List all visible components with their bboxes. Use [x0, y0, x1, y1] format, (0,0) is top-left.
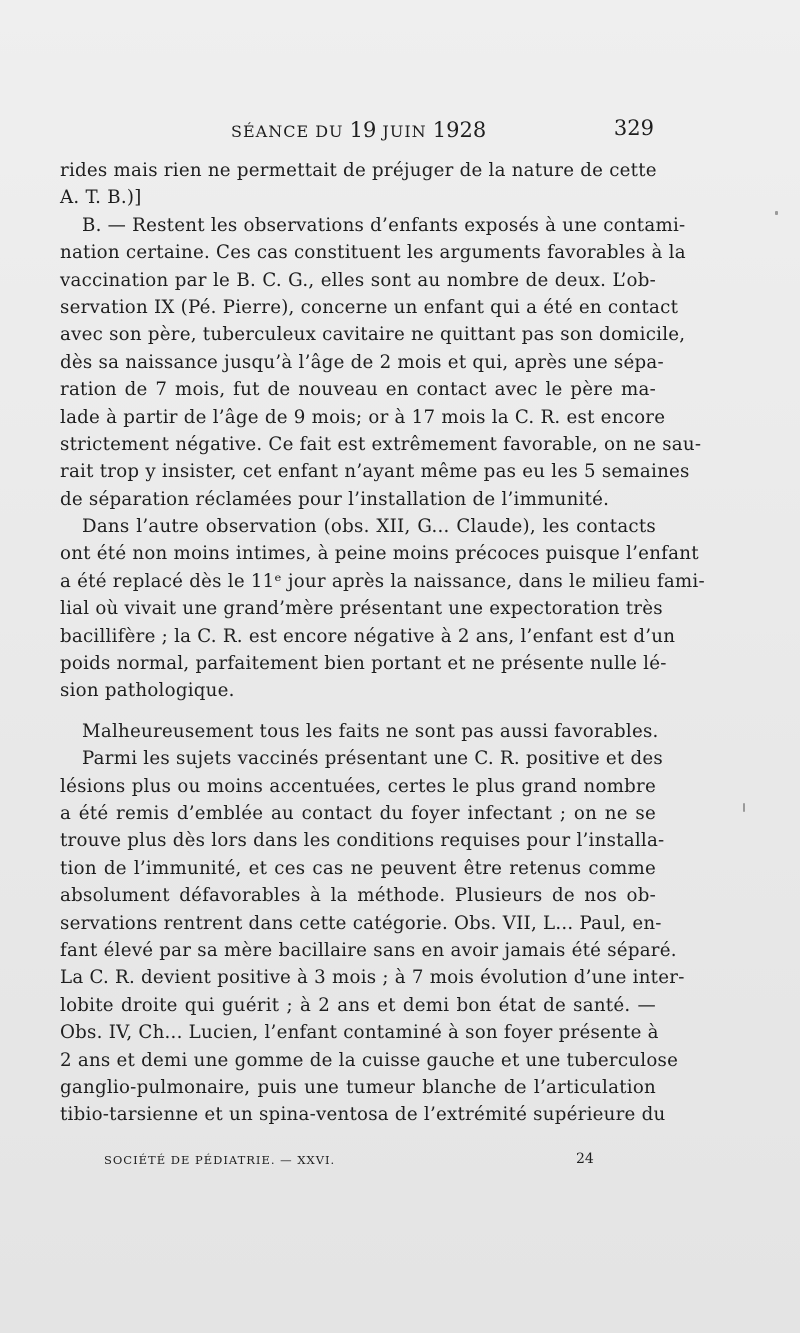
text-line: absolument défavorables à la méthode. Plusieurs de nos ob- — [60, 885, 656, 907]
text-line: trouve plus dès lors dans les conditions requises pour l’installa- — [60, 830, 665, 852]
text-line: ont été non moins intimes, à peine moins précoces puisque l’enfant — [60, 543, 699, 565]
text-line: Dans l’autre observation (obs. XII, G... Claude), les contacts — [82, 516, 656, 538]
text-line: servation IX (Pé. Pierre), concerne un enfant qui a été en contact — [60, 296, 679, 318]
page-footer — [104, 1150, 604, 1172]
text-line: bacillifère ; la C. R. est encore négative à 2 ans, l’enfant est d’un — [60, 625, 676, 647]
text-line: lobite droite qui guérit ; à 2 ans et demi bon état de santé. — — [60, 994, 656, 1016]
text-line: A. T. B.)] — [60, 187, 142, 209]
paragraph-gap — [60, 705, 656, 718]
text-line: nation certaine. Ces cas constituent les arguments favorables à la — [60, 242, 686, 264]
text-line: tion de l’immunité, et ces cas ne peuvent être retenus comme — [60, 857, 656, 879]
text-line: servations rentrent dans cette catégorie. Obs. VII, L... Paul, en- — [60, 912, 662, 934]
text-line: poids normal, parfaitement bien portant et ne présente nulle lé- — [60, 653, 667, 675]
text-line: lade à partir de l’âge de 9 mois; or à 17 mois la C. R. est encore — [60, 406, 666, 428]
scan-speck — [743, 803, 745, 812]
text-line: avec son père, tuberculeux cavitaire ne quittant pas son domicile, — [60, 324, 686, 346]
text-line: fant élevé par sa mère bacillaire sans en avoir jamais été séparé. — [60, 939, 677, 961]
running-head-day: 19 — [349, 118, 377, 142]
text-line: vaccination par le B. C. G., elles sont au nombre de deux. L’ob- — [60, 269, 656, 291]
text-line: ration de 7 mois, fut de nouveau en contact avec le père ma- — [60, 379, 656, 401]
signature-mark: 24 — [576, 1151, 594, 1167]
text-line: Malheureusement tous les faits ne sont pas aussi favorables. — [82, 720, 659, 742]
running-head-month: JUIN — [376, 122, 433, 141]
text-line: de séparation réclamées pour l’installation de l’immunité. — [60, 488, 610, 510]
text-line: sion pathologique. — [60, 680, 235, 702]
body-text — [60, 157, 705, 1129]
text-line: lial où vivait une grand’mère présentant une expectoration très — [60, 598, 663, 620]
text-line: tibio-tarsienne et un spina-ventosa de l’extrémité supérieure du — [60, 1104, 666, 1126]
page-header — [60, 114, 656, 144]
journal-footer: SOCIÉTÉ DE PÉDIATRIE. — XXVI. — [104, 1153, 336, 1167]
text-line: rait trop y insister, cet enfant n’ayant même pas eu les 5 semaines — [60, 461, 690, 483]
text-line: La C. R. devient positive à 3 mois ; à 7 mois évolution d’une inter- — [60, 967, 685, 989]
text-line: a été replacé dès le 11ᵉ jour après la naissance, dans le milieu fami- — [60, 570, 705, 592]
text-line: rides mais rien ne permettait de préjuger de la nature de cette — [60, 160, 657, 181]
text-line: a été remis d’emblée au contact du foyer infectant ; on ne se — [60, 802, 656, 824]
running-head — [231, 118, 486, 142]
running-head-year: 1928 — [432, 118, 487, 142]
text-line: dès sa naissance jusqu’à l’âge de 2 mois et qui, après une sépa- — [60, 351, 664, 373]
text-line: 2 ans et demi une gomme de la cuisse gauche et une tuberculose — [60, 1049, 679, 1071]
text-line: ganglio-pulmonaire, puis une tumeur blanche de l’articulation — [60, 1076, 656, 1098]
running-head-prefix: SÉANCE DU — [231, 122, 350, 141]
text-line: lésions plus ou moins accentuées, certes le plus grand nombre — [60, 775, 656, 797]
text-line: B. — Restent les observations d’enfants exposés à une contami- — [82, 214, 686, 236]
text-line: Parmi les sujets vaccinés présentant une C. R. positive et des — [82, 748, 663, 770]
scan-speck — [775, 211, 778, 215]
page-number: 329 — [613, 116, 654, 140]
text-line: Obs. IV, Ch... Lucien, l’enfant contaminé à son foyer présente à — [60, 1022, 659, 1044]
text-line: strictement négative. Ce fait est extrêmement favorable, on ne sau- — [60, 433, 702, 455]
